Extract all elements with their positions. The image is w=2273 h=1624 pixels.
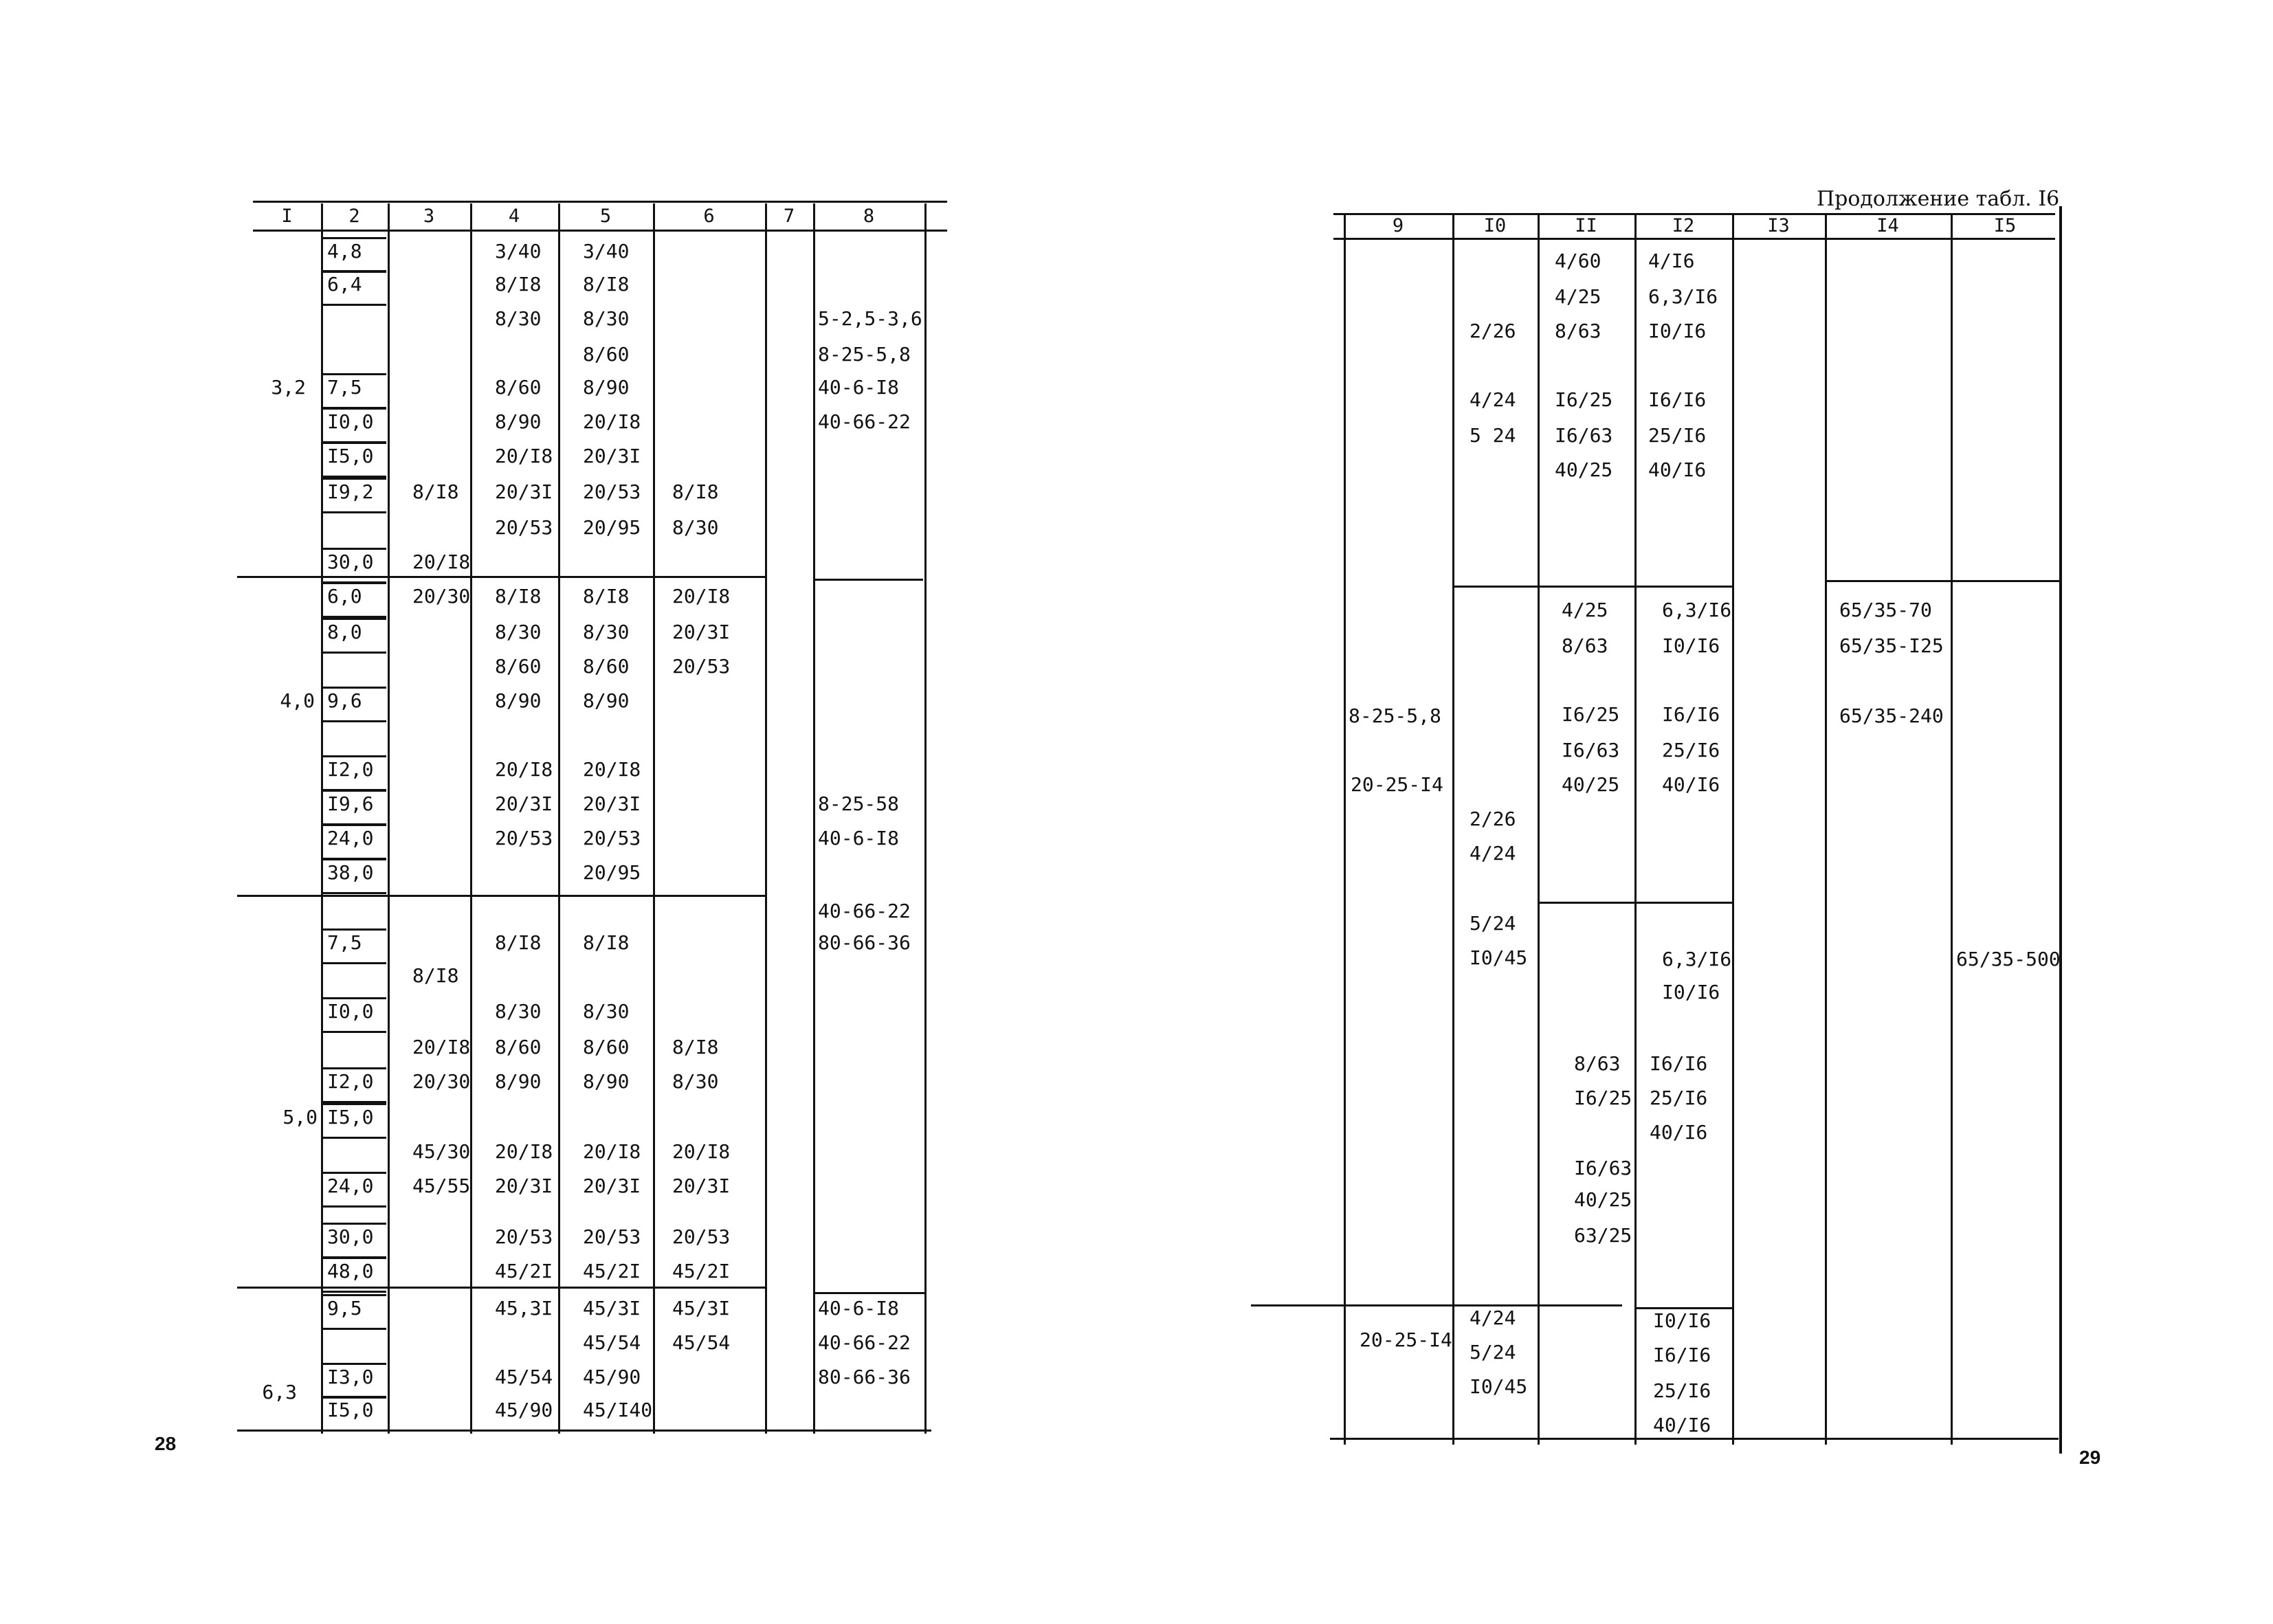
col4-value: 45/54: [495, 1366, 553, 1388]
col5-value: 8/90: [583, 376, 630, 399]
col12-value: 25/I6: [1662, 739, 1720, 761]
group-separator: [237, 895, 766, 897]
right-header-col-3: II: [1575, 215, 1597, 236]
col4-value: 20/3I: [495, 480, 553, 503]
col2-value: I5,0: [327, 1106, 374, 1128]
col4-value: 45,3I: [495, 1297, 553, 1320]
col12-left-rule: [1634, 214, 1637, 1445]
col5-value: 45/2I: [583, 1260, 641, 1282]
header-col-4: 4: [508, 205, 520, 227]
col12-value: I6/I6: [1653, 1344, 1711, 1366]
right-header-col-1: 9: [1392, 215, 1404, 236]
col3-value: 45/30: [412, 1140, 471, 1163]
col8-value: 8-25-5,8: [818, 343, 911, 366]
bottom-group-separator: [1251, 1304, 1622, 1306]
col5-value: 20/95: [583, 516, 641, 539]
col12-value: I0/I6: [1653, 1309, 1711, 1332]
col4-value: 8/30: [495, 307, 542, 330]
col10-left-rule: [1452, 214, 1454, 1445]
col4-value: 20/3I: [495, 1175, 553, 1197]
col8-value: 5-2,5-3,6: [818, 307, 922, 330]
row-group-key: 6,3: [262, 1381, 297, 1403]
col3-left-rule: [388, 231, 390, 1434]
right-header-col-6: I4: [1876, 215, 1899, 236]
col11-value: 40/25: [1574, 1188, 1632, 1211]
col10-value: 2/26: [1470, 320, 1516, 342]
col2-value: I2,0: [327, 758, 374, 781]
col6-value: 8/30: [672, 1070, 719, 1093]
right-table-bottom-rule: [1330, 1438, 2059, 1440]
col2-value: I9,6: [327, 792, 374, 815]
col12-value: 6,3/I6: [1648, 285, 1718, 308]
col15-value: 65/35-500: [1956, 948, 2061, 970]
col9-value: 20-25-I4: [1351, 773, 1443, 796]
col12-value: 25/I6: [1653, 1379, 1711, 1402]
col12-value: I6/I6: [1662, 703, 1720, 726]
col3-value: 8/I8: [412, 480, 459, 503]
col2-value: I5,0: [327, 445, 374, 467]
col2-value: I3,0: [327, 1366, 374, 1388]
header-col-5: 5: [599, 205, 612, 227]
col8-value: 80-66-36: [818, 931, 911, 954]
col10-value: 4/24: [1470, 1306, 1516, 1329]
col6-value: 8/30: [672, 516, 719, 539]
col8-value: 80-66-36: [818, 1366, 911, 1388]
col3-value: 45/55: [412, 1175, 471, 1197]
col5-value: 8/I8: [583, 931, 630, 954]
col11-value: I6/25: [1555, 388, 1613, 411]
col11-value: 4/25: [1555, 285, 1601, 308]
col4-value: 45/90: [495, 1399, 553, 1421]
group-separator: [237, 1287, 766, 1289]
right-header-col-2: I0: [1483, 215, 1507, 236]
col14-value: 65/35-240: [1839, 704, 1944, 727]
col5-value: 20/3I: [583, 1175, 641, 1197]
row-group-key: 4,0: [280, 689, 315, 712]
col12-value: I6/I6: [1648, 388, 1707, 411]
cols14-15-separator: [1825, 580, 2059, 582]
header-divider: [321, 203, 323, 231]
col4-value: 20/I8: [495, 1140, 553, 1163]
col2-value: 4,8: [327, 240, 362, 263]
col11-value: I6/63: [1574, 1157, 1632, 1179]
col3-value: 20/30: [412, 585, 471, 608]
header-col-7: 7: [783, 205, 795, 227]
col5-value: 20/53: [583, 827, 641, 849]
col4-value: 8/90: [495, 410, 542, 433]
right-header-top-rule: [1333, 213, 2055, 215]
col5-value: 45/3I: [583, 1297, 641, 1320]
col12-value: 4/I6: [1648, 249, 1695, 272]
col2-value: 6,4: [327, 273, 362, 296]
col10-value: I0/45: [1470, 1375, 1528, 1398]
col9-value: 8-25-5,8: [1349, 704, 1441, 727]
header-bottom-rule: [253, 230, 947, 232]
col2-value: I2,0: [327, 1070, 374, 1093]
col5-value: 8/I8: [583, 585, 630, 608]
col2-value: 30,0: [327, 1225, 374, 1248]
col12-value: I0/I6: [1662, 981, 1720, 1003]
col4-value: 8/30: [495, 621, 542, 643]
col11-value: 8/63: [1574, 1052, 1621, 1075]
col2-value: I0,0: [327, 1000, 374, 1023]
col6-value: 20/I8: [672, 585, 731, 608]
col11-value: 8/63: [1562, 634, 1608, 657]
col2-value: I5,0: [327, 1399, 374, 1421]
col11-value: I6/63: [1555, 424, 1613, 447]
col4-value: 20/53: [495, 827, 553, 849]
col2-value: 24,0: [327, 1175, 374, 1197]
col5-value: 8/90: [583, 1070, 630, 1093]
col12-value: 40/I6: [1653, 1414, 1711, 1436]
col12-value: 40/I6: [1662, 773, 1720, 796]
col6-value: 20/53: [672, 655, 731, 678]
group-separator: [813, 1292, 927, 1294]
col11-value: 4/60: [1555, 249, 1601, 272]
col12-value: I0/I6: [1662, 634, 1720, 657]
col5-value: 8/60: [583, 1036, 630, 1058]
col6-value: 8/I8: [672, 480, 719, 503]
col5-value: 8/60: [583, 655, 630, 678]
col8-value: 40-6-I8: [818, 1297, 900, 1320]
col8-value: 40-66-22: [818, 410, 911, 433]
col11-value: I6/25: [1562, 703, 1620, 726]
col15-left-rule: [1951, 214, 1953, 1445]
col6-value: 45/54: [672, 1331, 731, 1354]
col4-value: 8/90: [495, 1070, 542, 1093]
col5-value: 8/90: [583, 689, 630, 712]
col5-value: 3/40: [583, 240, 630, 263]
col11-left-rule: [1538, 214, 1540, 1445]
col14-left-rule: [1825, 214, 1827, 1445]
col12-value: I6/I6: [1650, 1052, 1708, 1075]
col2-value: 7,5: [327, 376, 362, 399]
group-separator: [813, 579, 923, 581]
col8-value: 8-25-58: [818, 792, 900, 815]
right-header-col-7: I5: [1993, 215, 2017, 236]
col5-value: 20/3I: [583, 445, 641, 467]
col11-value: I6/25: [1574, 1087, 1632, 1109]
col12-value: 40/I6: [1648, 458, 1707, 481]
col4-value: 8/I8: [495, 931, 542, 954]
right-header-col-4: I2: [1672, 215, 1695, 236]
col4-value: 20/I8: [495, 445, 553, 467]
col3-value: 20/30: [412, 1070, 471, 1093]
col5-value: 20/I8: [583, 1140, 641, 1163]
header-divider: [765, 203, 767, 231]
col5-value: 8/60: [583, 343, 630, 366]
col3-value: 20/I8: [412, 1036, 471, 1058]
col12-value: 40/I6: [1650, 1121, 1708, 1144]
cols10-12-separator: [1452, 586, 1732, 588]
col6-value: 20/53: [672, 1225, 731, 1248]
col10-value: 5/24: [1470, 912, 1516, 935]
col14-value: 65/35-I25: [1839, 634, 1944, 657]
header-divider: [558, 203, 560, 231]
right-page-table: [1237, 0, 2199, 1624]
col10-value: I0/45: [1470, 946, 1528, 969]
col7-left-rule: [765, 231, 767, 1434]
header-divider: [924, 203, 927, 231]
col5-value: 8/30: [583, 307, 630, 330]
col2-value: 7,5: [327, 931, 362, 954]
col12-value: 25/I6: [1650, 1087, 1708, 1109]
col3-value: 20/I8: [412, 550, 471, 573]
col11-value: 40/25: [1562, 773, 1620, 796]
col11-value: 8/63: [1555, 320, 1601, 342]
col10-value: 5 24: [1470, 424, 1516, 447]
col5-value: 8/I8: [583, 273, 630, 296]
right-header-col-5: I3: [1767, 215, 1790, 236]
header-col-8: 8: [863, 205, 875, 227]
right-header-bottom-rule: [1333, 238, 2055, 240]
col2-value: 9,6: [327, 689, 362, 712]
header-col-6: 6: [703, 205, 715, 227]
col5-value: 8/30: [583, 1000, 630, 1023]
col9-left-rule: [1344, 214, 1346, 1445]
col4-value: 8/30: [495, 1000, 542, 1023]
col4-value: 20/53: [495, 516, 553, 539]
col11-value: 40/25: [1555, 458, 1613, 481]
header-col-1: I: [281, 205, 293, 227]
col6-value: 45/3I: [672, 1297, 731, 1320]
col4-value: 8/60: [495, 1036, 542, 1058]
col3-value: 8/I8: [412, 964, 459, 987]
col5-value: 45/54: [583, 1331, 641, 1354]
col11-value: 63/25: [1574, 1224, 1632, 1247]
col11-value: I6/63: [1562, 739, 1620, 761]
col11-value: 4/25: [1562, 599, 1608, 621]
col10-value: 4/24: [1470, 842, 1516, 865]
col5-value: 20/53: [583, 480, 641, 503]
col8-value: 40-66-22: [818, 1331, 911, 1354]
col4-value: 20/I8: [495, 758, 553, 781]
col12-value: 25/I6: [1648, 424, 1707, 447]
col5-left-rule: [558, 231, 560, 1434]
col5-value: 20/95: [583, 861, 641, 884]
col4-value: 8/60: [495, 655, 542, 678]
col4-value: 20/3I: [495, 792, 553, 815]
col4-value: 8/60: [495, 376, 542, 399]
col2-value: 48,0: [327, 1260, 374, 1282]
col6-value: 8/I8: [672, 1036, 719, 1058]
col6-value: 45/2I: [672, 1260, 731, 1282]
col4-value: 8/I8: [495, 585, 542, 608]
col8-left-rule: [813, 231, 815, 1434]
col6-value: 20/3I: [672, 621, 731, 643]
row-group-key: 5,0: [282, 1106, 318, 1128]
col2-value: 38,0: [327, 861, 374, 884]
header-col-3: 3: [423, 205, 435, 227]
col8-value: 40-66-22: [818, 900, 911, 922]
group-separator: [237, 576, 766, 578]
col4-value: 3/40: [495, 240, 542, 263]
col12-value: I0/I6: [1648, 320, 1707, 342]
header-divider: [388, 203, 390, 231]
left-page-number: 28: [155, 1433, 177, 1454]
col5-value: 45/I40: [583, 1399, 653, 1421]
col5-value: 20/53: [583, 1225, 641, 1248]
header-divider: [470, 203, 472, 231]
col5-value: 20/I8: [583, 410, 641, 433]
col9-value: 20-25-I4: [1360, 1328, 1452, 1351]
table-right-rule: [2059, 206, 2062, 1454]
col2-value: I0,0: [327, 410, 374, 433]
col6-left-rule: [653, 231, 655, 1434]
col8-value: 40-6-I8: [818, 827, 900, 849]
col2-value: 24,0: [327, 827, 374, 849]
header-divider: [813, 203, 815, 231]
col8-value: 40-6-I8: [818, 376, 900, 399]
col12-value: 6,3/I6: [1662, 948, 1732, 970]
col8-right-rule: [924, 231, 927, 1434]
col5-value: 45/90: [583, 1366, 641, 1388]
col5-value: 20/3I: [583, 792, 641, 815]
col6-value: 20/I8: [672, 1140, 731, 1163]
col4-left-rule: [470, 231, 472, 1434]
header-divider: [653, 203, 655, 231]
col12-value: 6,3/I6: [1662, 599, 1732, 621]
row-group-key: 3,2: [271, 376, 306, 399]
col2-value: I9,2: [327, 480, 374, 503]
col10-value: 4/24: [1470, 388, 1516, 411]
col2-value: 9,5: [327, 1297, 362, 1320]
col5-value: 8/30: [583, 621, 630, 643]
table-continuation-caption: Продолжение табл. I6: [1817, 187, 2060, 211]
col2-value: 8,0: [327, 621, 362, 643]
cols10-11-separator: [1538, 902, 1732, 904]
col10-value: 5/24: [1470, 1341, 1516, 1364]
col13-left-rule: [1732, 214, 1734, 1445]
header-top-rule: [253, 201, 947, 203]
col2-value: 30,0: [327, 550, 374, 573]
col4-value: 45/2I: [495, 1260, 553, 1282]
col4-value: 20/53: [495, 1225, 553, 1248]
col5-value: 20/I8: [583, 758, 641, 781]
header-col-2: 2: [348, 205, 360, 227]
right-page-number: 29: [2079, 1447, 2101, 1468]
col2-value: 6,0: [327, 585, 362, 608]
col4-value: 8/I8: [495, 273, 542, 296]
col4-value: 8/90: [495, 689, 542, 712]
col14-value: 65/35-70: [1839, 599, 1932, 621]
col10-value: 2/26: [1470, 808, 1516, 830]
col6-value: 20/3I: [672, 1175, 731, 1197]
